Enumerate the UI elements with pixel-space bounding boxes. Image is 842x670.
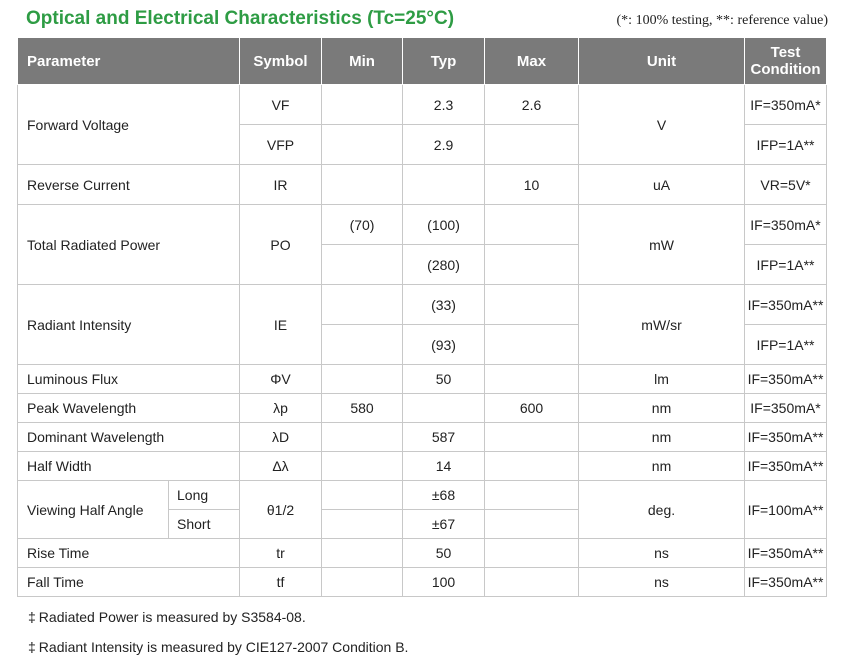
param-fall-time: Fall Time: [18, 568, 240, 597]
max-cell: [485, 125, 579, 165]
min-cell: (70): [322, 205, 403, 245]
condition-cell: IF=350mA**: [745, 539, 827, 568]
min-cell: [322, 85, 403, 125]
max-cell: [485, 365, 579, 394]
unit-cell: deg.: [579, 481, 745, 539]
condition-cell: IFP=1A**: [745, 245, 827, 285]
column-header-parameter: Parameter: [18, 38, 240, 85]
symbol-cell: Δλ: [240, 452, 322, 481]
table-row: [18, 394, 827, 423]
testing-legend-note: (*: 100% testing, **: reference value): [616, 13, 828, 28]
symbol-cell: λD: [240, 423, 322, 452]
unit-cell: mW/sr: [579, 285, 745, 365]
typ-cell: ±68: [403, 481, 485, 510]
min-cell: [322, 245, 403, 285]
typ-cell: (93): [403, 325, 485, 365]
typ-cell: 50: [403, 365, 485, 394]
param-total-radiated-power: Total Radiated Power: [18, 205, 240, 285]
min-cell: [322, 539, 403, 568]
characteristics-table: [17, 37, 827, 597]
min-cell: 580: [322, 394, 403, 423]
unit-cell: nm: [579, 423, 745, 452]
symbol-cell: IE: [240, 285, 322, 365]
typ-cell: 100: [403, 568, 485, 597]
unit-cell: uA: [579, 165, 745, 205]
condition-cell: IF=350mA**: [745, 285, 827, 325]
unit-cell: mW: [579, 205, 745, 285]
param-viewing-half-angle: Viewing Half Angle: [18, 481, 169, 539]
footnote-marker: ‡: [28, 639, 36, 655]
max-cell: 10: [485, 165, 579, 205]
min-cell: [322, 125, 403, 165]
min-cell: [322, 325, 403, 365]
sub-param-short: Short: [169, 510, 240, 539]
condition-cell: IF=350mA**: [745, 452, 827, 481]
unit-cell: ns: [579, 539, 745, 568]
max-cell: [485, 481, 579, 510]
column-header-min: Min: [322, 38, 403, 85]
max-cell: [485, 285, 579, 325]
condition-cell: IF=350mA**: [745, 365, 827, 394]
unit-cell: ns: [579, 568, 745, 597]
max-cell: [485, 452, 579, 481]
symbol-cell: VF: [240, 85, 322, 125]
max-cell: [485, 568, 579, 597]
min-cell: [322, 165, 403, 205]
footnote-marker: ‡: [28, 609, 36, 625]
condition-cell: IF=350mA*: [745, 205, 827, 245]
symbol-cell: VFP: [240, 125, 322, 165]
typ-cell: (100): [403, 205, 485, 245]
max-cell: 2.6: [485, 85, 579, 125]
table-row: [18, 205, 827, 245]
table-row: [18, 481, 827, 510]
symbol-cell: tf: [240, 568, 322, 597]
table-row: [18, 365, 827, 394]
footnote-radiated-power: [28, 609, 306, 625]
min-cell: [322, 452, 403, 481]
column-header-test-condition: Test Condition: [745, 38, 827, 85]
table-row: [18, 539, 827, 568]
unit-cell: nm: [579, 394, 745, 423]
typ-cell: (280): [403, 245, 485, 285]
typ-cell: ±67: [403, 510, 485, 539]
param-reverse-current: Reverse Current: [18, 165, 240, 205]
param-peak-wavelength: Peak Wavelength: [18, 394, 240, 423]
column-header-unit: Unit: [579, 38, 745, 85]
typ-cell: [403, 165, 485, 205]
typ-cell: 2.9: [403, 125, 485, 165]
typ-cell: 587: [403, 423, 485, 452]
table-row: [18, 285, 827, 325]
column-header-max: Max: [485, 38, 579, 85]
max-cell: [485, 510, 579, 539]
table-row: [18, 85, 827, 125]
condition-cell: IF=350mA**: [745, 423, 827, 452]
symbol-cell: ΦV: [240, 365, 322, 394]
symbol-cell: tr: [240, 539, 322, 568]
symbol-cell: λp: [240, 394, 322, 423]
condition-cell: VR=5V*: [745, 165, 827, 205]
symbol-cell: IR: [240, 165, 322, 205]
typ-cell: [403, 394, 485, 423]
condition-cell: IF=350mA*: [745, 85, 827, 125]
table-row: [18, 568, 827, 597]
sub-param-long: Long: [169, 481, 240, 510]
condition-cell: IF=350mA**: [745, 568, 827, 597]
table-row: [18, 423, 827, 452]
table-row: [18, 452, 827, 481]
footnote-text: Radiant Intensity is measured by CIE127-2007 Condition B.: [38, 639, 409, 655]
max-cell: [485, 245, 579, 285]
max-cell: 600: [485, 394, 579, 423]
column-header-symbol: Symbol: [240, 38, 322, 85]
typ-cell: 50: [403, 539, 485, 568]
typ-cell: 14: [403, 452, 485, 481]
footnote-text: Radiated Power is measured by S3584-08.: [38, 609, 306, 625]
min-cell: [322, 510, 403, 539]
param-forward-voltage: Forward Voltage: [18, 85, 240, 165]
param-radiant-intensity: Radiant Intensity: [18, 285, 240, 365]
condition-cell: IF=100mA**: [745, 481, 827, 539]
min-cell: [322, 481, 403, 510]
table-header-row: [18, 38, 827, 85]
param-rise-time: Rise Time: [18, 539, 240, 568]
typ-cell: 2.3: [403, 85, 485, 125]
table-row: [18, 165, 827, 205]
min-cell: [322, 568, 403, 597]
condition-cell: IFP=1A**: [745, 325, 827, 365]
max-cell: [485, 423, 579, 452]
unit-cell: nm: [579, 452, 745, 481]
max-cell: [485, 325, 579, 365]
unit-cell: lm: [579, 365, 745, 394]
footnote-radiant-intensity: [28, 639, 408, 655]
max-cell: [485, 539, 579, 568]
param-half-width: Half Width: [18, 452, 240, 481]
symbol-cell: PO: [240, 205, 322, 285]
symbol-cell: θ1/2: [240, 481, 322, 539]
param-dominant-wavelength: Dominant Wavelength: [18, 423, 240, 452]
max-cell: [485, 205, 579, 245]
min-cell: [322, 365, 403, 394]
condition-cell: IFP=1A**: [745, 125, 827, 165]
min-cell: [322, 285, 403, 325]
param-luminous-flux: Luminous Flux: [18, 365, 240, 394]
page-title: Optical and Electrical Characteristics (Tc=25°C): [26, 8, 455, 29]
min-cell: [322, 423, 403, 452]
unit-cell: V: [579, 85, 745, 165]
typ-cell: (33): [403, 285, 485, 325]
condition-cell: IF=350mA*: [745, 394, 827, 423]
column-header-typ: Typ: [403, 38, 485, 85]
